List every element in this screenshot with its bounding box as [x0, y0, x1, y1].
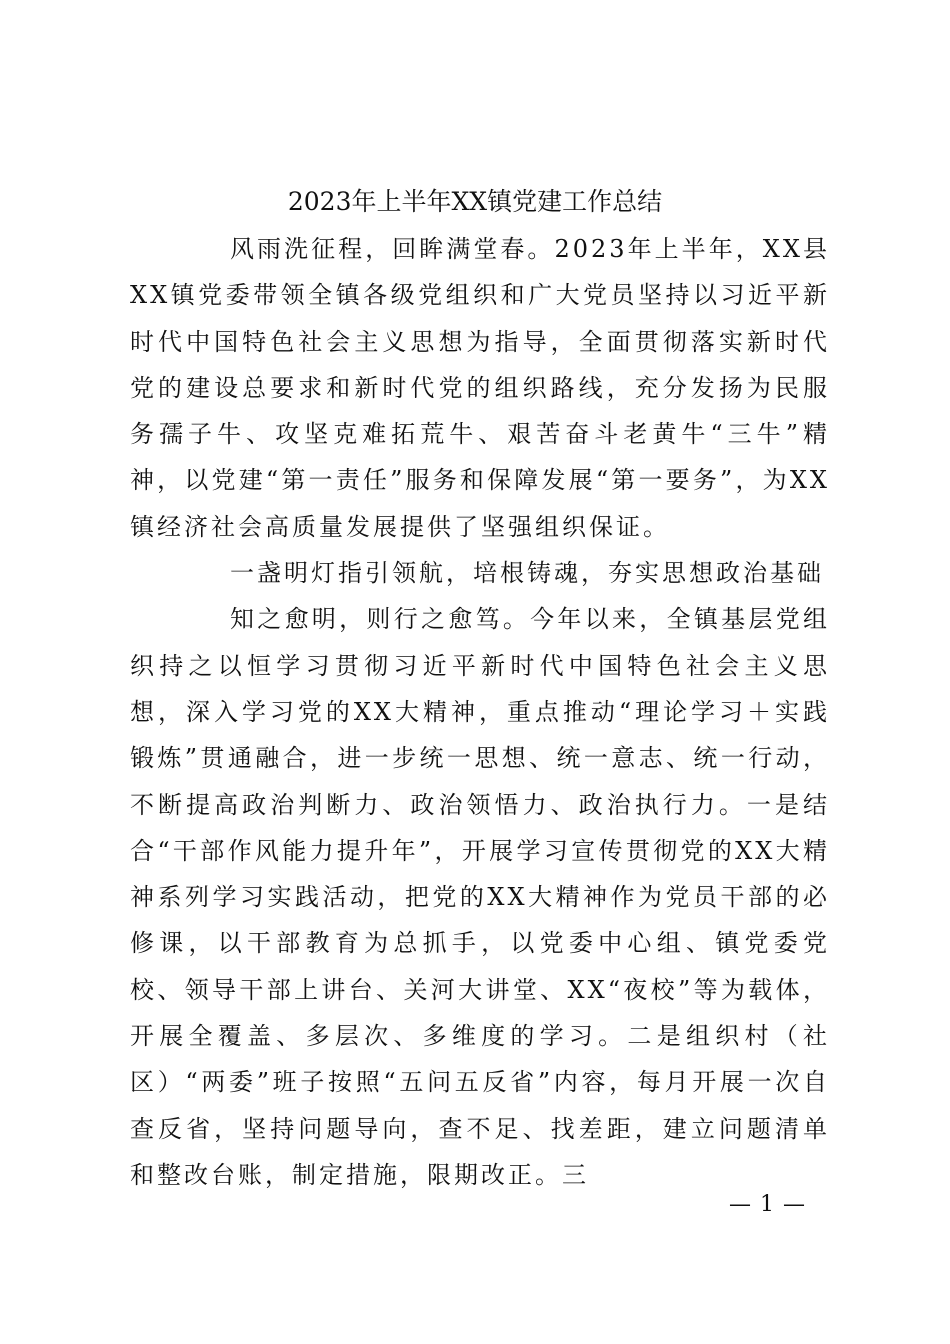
section-paragraph: 知之愈明，则行之愈笃。今年以来，全镇基层党组织持之以恒学习贯彻习近平新时代中国特色社会主义思想，深入学习党的XX大精神，重点推动“理论学习＋实践锻炼”贯通融合，进一步统一思想、统一意志、统一行动，不断提高政治判断力、政治领悟力、政治执行力。一是结合“干部作风能力提升年”，开展学习宣传贯彻党的XX大精神系列学习实践活动，把党的XX大精神作为党员干部的必修课，以干部教育为总抓手，以党委中心组、镇党委党校、领导干部上讲台、关河大讲堂、XX“夜校”等为载体，开展全覆盖、多层次、多维度的学习。二是组织村（社区）“两委”班子按照“五问五反省”内容，每月开展一次自查反省，坚持问题导向，查不足、找差距，建立问题清单和整改台账，制定措施，限期改正。三 — [130, 605, 830, 1189]
page-number: — 1 — — [729, 1192, 806, 1217]
document-body — [130, 226, 830, 1198]
document-title: 2023年上半年XX镇党建工作总结 — [287, 187, 663, 216]
section-heading: 一盏明灯指引领航，培根铸魂，夯实思想政治基础 — [230, 559, 824, 588]
intro-paragraph: 风雨洗征程，回眸满堂春。2023年上半年，XX县XX镇党委带领全镇各级党组织和广大党员坚持以习近平新时代中国特色社会主义思想为指导，全面贯彻落实新时代党的建设总要求和新时代党的组织路线，充分发扬为民服务孺子牛、攻坚克难拓荒牛、艰苦奋斗老黄牛“三牛”精神，以党建“第一责任”服务和保障发展“第一要务”，为XX镇经济社会高质量发展提供了坚强组织保证。 — [130, 235, 830, 541]
